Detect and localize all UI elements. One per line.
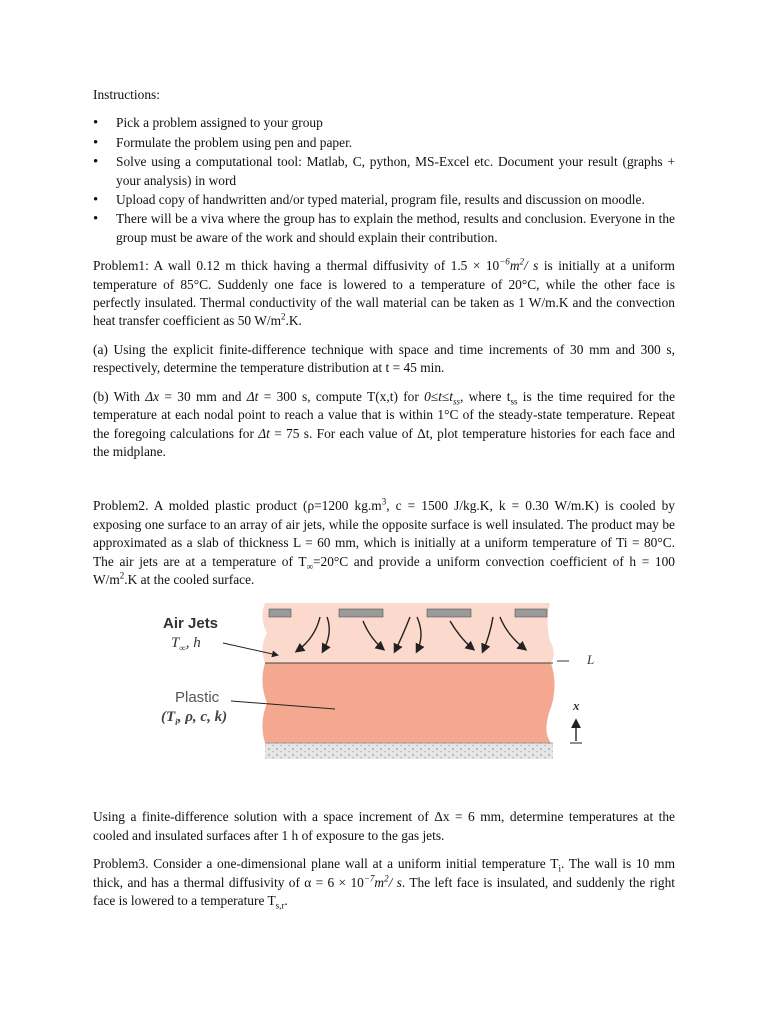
problem1-part-a: (a) Using the explicit finite-difference technique with space and time increments of 30 mm and 300 s, respectively, determine the temperature distribution at t = 45 min. (93, 341, 675, 376)
document-page (93, 86, 675, 920)
insulation-layer (265, 743, 553, 759)
plastic-props: ($T_i$, ρ, c, k) (161, 709, 228, 728)
plastic-slab (262, 663, 554, 743)
air-jets-label: Air Jets (163, 615, 219, 633)
problem2-statement: Problem2. A molded plastic product (ρ=1200 $kg.m^3$, c = 1500 J/kg.K, k = 0.30 W/m.K) is cooled by exposing one surface to an array of air jets, while the opposite surface is well insulated. The product may be approximated as a slab of thickness L = 60 mm, which is initially at a uniform temperature of Ti = 80°C. The air jets are at a temperature of $T_\infty=20^\circ C$ and provide a uniform convection coefficient of h = 100 $W/m^2.K$ at the cooled surface. (93, 496, 676, 587)
problem1-part-b: (b) With Δx = 30 mm and Δt = 300 s, compute T(x,t) for $0\le t\le t_{ss}$, where $t_{ss}$ is the time required for the temperature at each nodal point to reach a value that is within 1°C of the steady-state temperature. Repeat the foregoing calculations for Δt = 75 s. For each value of Δt, plot temperature histories for each face and the midplane. (93, 388, 676, 459)
problem1-statement: Problem1: A wall 0.12 m thick having a thermal diffusivity of $1.5 \times 10^{-6}m^2/$ s is initially at a uniform temperature of 85°C. Suddenly one face is lowered to a temperature of 20°C, while the other face is perfectly insulated. Thermal conductivity of the wall material can be taken as 1 W/m.K and the convection heat transfer coefficient as 50 $W/m^2.K$. (93, 256, 675, 329)
air-jets-props: $T_\infty$, h (171, 635, 201, 654)
instructions-list (93, 114, 675, 247)
nozzle (269, 609, 291, 617)
problem2-question: Using a finite-difference solution with a space increment of Δx = 6 mm, determine temperatures at the cooled and insulated surfaces after 1 h of exposure to the gas jets. (93, 809, 675, 843)
air-region (262, 603, 553, 663)
instructions-heading: Instructions: (93, 87, 160, 102)
list-item: • Pick a problem assigned to your group (93, 114, 675, 132)
nozzle (515, 609, 547, 617)
list-item: • Solve using a computational tool: Matlab, C, python, MS-Excel etc. Document your result (graphs + your analysis) in word (93, 153, 675, 190)
thickness-label: L (587, 652, 595, 668)
problem3-statement: Problem3. Consider a one-dimensional plane wall at a uniform initial temperature $T_i$. The wall is 10 mm thick, and has a thermal diffusivity of $\alpha = 6 \times 10^{-7}m^2/$ s. The left face is insulated, and suddenly the right face is lowered to a temperature $T_{s,r}$. (93, 856, 675, 911)
list-item: • Upload copy of handwritten and/or typed material, program file, results and discussion on moodle. (93, 191, 675, 209)
list-item: • There will be a viva where the group has to explain the method, results and conclusion. Everyone in the group must be aware of the work and should explain their contribution. (93, 210, 675, 247)
alpha-value: $6 \times 10^{-7}m^2/$ s (327, 873, 402, 890)
x-axis-label: x (573, 698, 580, 714)
air-jet-figure (93, 603, 675, 773)
nozzle (339, 609, 383, 617)
diffusivity-value: $1.5 \times 10^{-6}m^2/$ s (450, 256, 539, 274)
slab-diagram (155, 603, 615, 773)
nozzle (427, 609, 471, 617)
plastic-label: Plastic (175, 689, 220, 707)
list-item: • Formulate the problem using pen and paper. (93, 134, 675, 152)
